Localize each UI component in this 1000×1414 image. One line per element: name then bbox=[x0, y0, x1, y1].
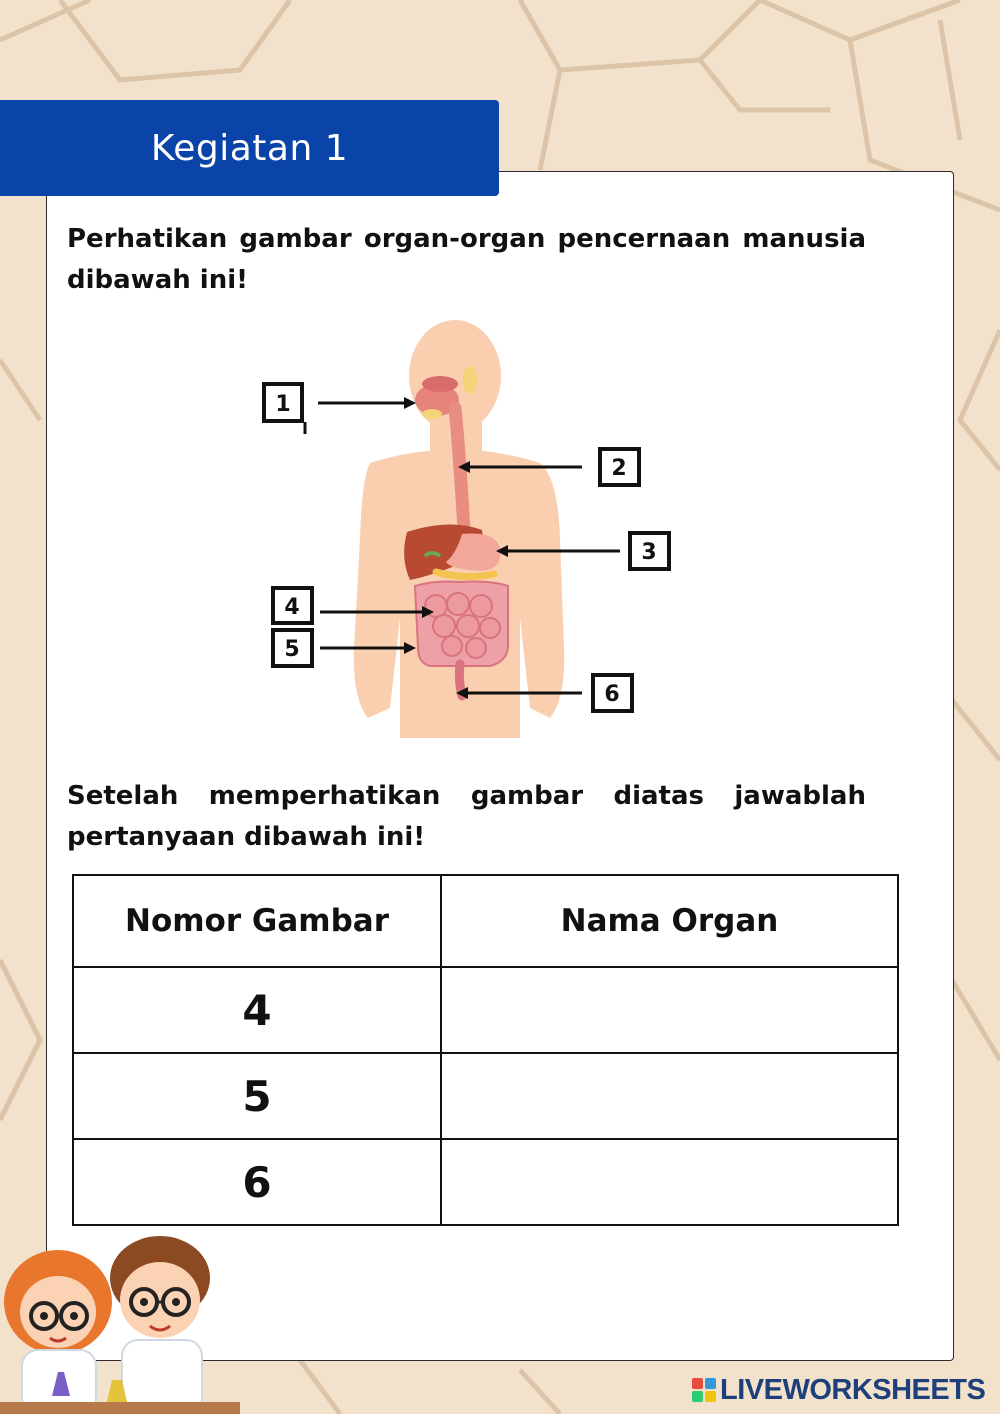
table-row bbox=[73, 1139, 898, 1225]
liveworksheets-watermark bbox=[692, 1373, 985, 1407]
activity-banner bbox=[0, 100, 499, 196]
activity-title: Kegiatan 1 bbox=[150, 127, 349, 169]
liveworksheets-logo-icon bbox=[692, 1378, 716, 1402]
organ-answer-input[interactable] bbox=[441, 1139, 898, 1225]
label-1: 1 bbox=[275, 392, 291, 417]
instruction-observe: Perhatikan gambar organ-organ pencernaan manusia dibawah ini! bbox=[67, 224, 866, 295]
label-3: 3 bbox=[641, 540, 657, 565]
header-organ: Nama Organ bbox=[441, 875, 898, 967]
instruction-answer: Setelah memperhatikan gambar diatas jawablah pertanyaan dibawah ini! bbox=[67, 781, 866, 852]
table-row bbox=[73, 1053, 898, 1139]
label-6: 6 bbox=[604, 682, 620, 707]
label-2: 2 bbox=[611, 456, 627, 481]
row-number: 4 bbox=[73, 967, 441, 1053]
logo-square-blue bbox=[705, 1378, 716, 1389]
answer-table bbox=[72, 874, 899, 1226]
logo-square-green bbox=[692, 1391, 703, 1402]
girl-scientist bbox=[4, 1250, 112, 1414]
organ-answer-input[interactable] bbox=[441, 967, 898, 1053]
logo-square-yellow bbox=[705, 1391, 716, 1402]
organ-answer-input[interactable] bbox=[441, 1053, 898, 1139]
label-5: 5 bbox=[284, 637, 300, 662]
header-number: Nomor Gambar bbox=[73, 875, 441, 967]
boy-scientist bbox=[106, 1236, 210, 1414]
row-number: 6 bbox=[73, 1139, 441, 1225]
table-row bbox=[73, 967, 898, 1053]
row-number: 5 bbox=[73, 1053, 441, 1139]
watermark-text: LIVEWORKSHEETS bbox=[720, 1373, 986, 1406]
digestive-system-figure bbox=[250, 318, 690, 744]
table-header-row bbox=[73, 875, 898, 967]
label-4: 4 bbox=[284, 595, 300, 620]
scientist-kids-illustration bbox=[0, 1230, 240, 1414]
logo-square-red bbox=[692, 1378, 703, 1389]
